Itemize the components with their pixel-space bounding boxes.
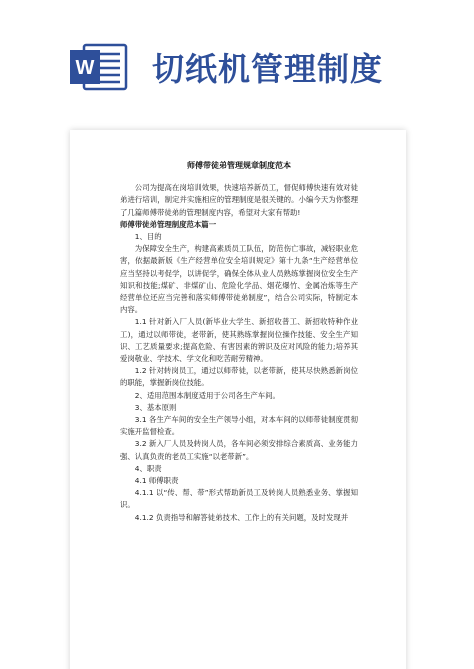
- body-paragraph: 1.2 针对转岗员工，通过以师带徒，以老带新，使其尽快熟悉新岗位的职能，掌握新岗位技能。: [120, 366, 358, 388]
- body-paragraph: 1.1 针对新入厂人员(新毕业大学生、新招收普工、新招收特种作业工)，通过以师带徒，老带新，使其熟练掌握岗位操作技能、安全生产知识、工艺质量要求;提高危险、有害因素的辨识及应对风险的能力;培养其爱岗敬业、学技术、学文化和吃苦耐劳精神。: [120, 317, 358, 364]
- body-paragraph: 3.1 各生产车间的安全生产领导小组，对本车间的以师带徒制度贯彻实施开监督检查。: [120, 415, 358, 437]
- header-banner: [0, 0, 474, 112]
- list-item: 4.1 师傅职责: [134, 476, 179, 486]
- document-title: 师傅带徒弟管理规章制度范本: [187, 161, 291, 170]
- body-paragraph: 为保障安全生产，构建高素质员工队伍，防范伤亡事故，减轻职业危害，依据最新版《生产经营单位安全培训规定》第十九条“生产经营单位应当坚持以考促学，以讲促学，确保全体从业人员熟练掌握岗位安全生产知识和技能;煤矿、非煤矿山、危险化学品、烟花爆竹、金属冶炼等生产经营单位还应当完善和落实师傅带徒弟制度”，结合公司实际，特制定本内容。: [120, 244, 358, 315]
- section-heading: 师傅带徒弟管理制度范本篇一: [120, 219, 217, 229]
- body-paragraph: 4.1.1 以“传、帮、带”形式帮助新员工及转岗人员熟悉业务、掌握知识。: [120, 488, 358, 510]
- body-paragraph: 3.2 新入厂人员及转岗人员，各车间必须安排综合素质高、业务能力强、认真负责的老员工实施“以老带新”。: [120, 439, 358, 461]
- intro-paragraph: 公司为提高在岗培训效果，快速培养新员工，督促师傅快速有效对徒弟进行培训，制定并实施相应的管理制度是很关键的。小编今天为你整理了几篇师傅带徒弟的管理制度内容，希望对大家有帮助!: [120, 183, 358, 217]
- banner-title: 切纸机管理制度: [152, 50, 384, 88]
- word-icon-letter: W: [75, 57, 95, 79]
- body-paragraph: 4.1.2 负责指导和解答徒弟技术、工作上的有关问题，及时发现并: [134, 512, 349, 522]
- list-item: 4、职责: [134, 463, 162, 473]
- word-doc-icon: [70, 42, 128, 92]
- list-item: 3、基本原则: [134, 402, 177, 412]
- list-item: 1、目的: [134, 232, 162, 242]
- document-body: [120, 160, 358, 524]
- list-item: 2、适用范围本制度适用于公司各生产车间。: [134, 390, 280, 400]
